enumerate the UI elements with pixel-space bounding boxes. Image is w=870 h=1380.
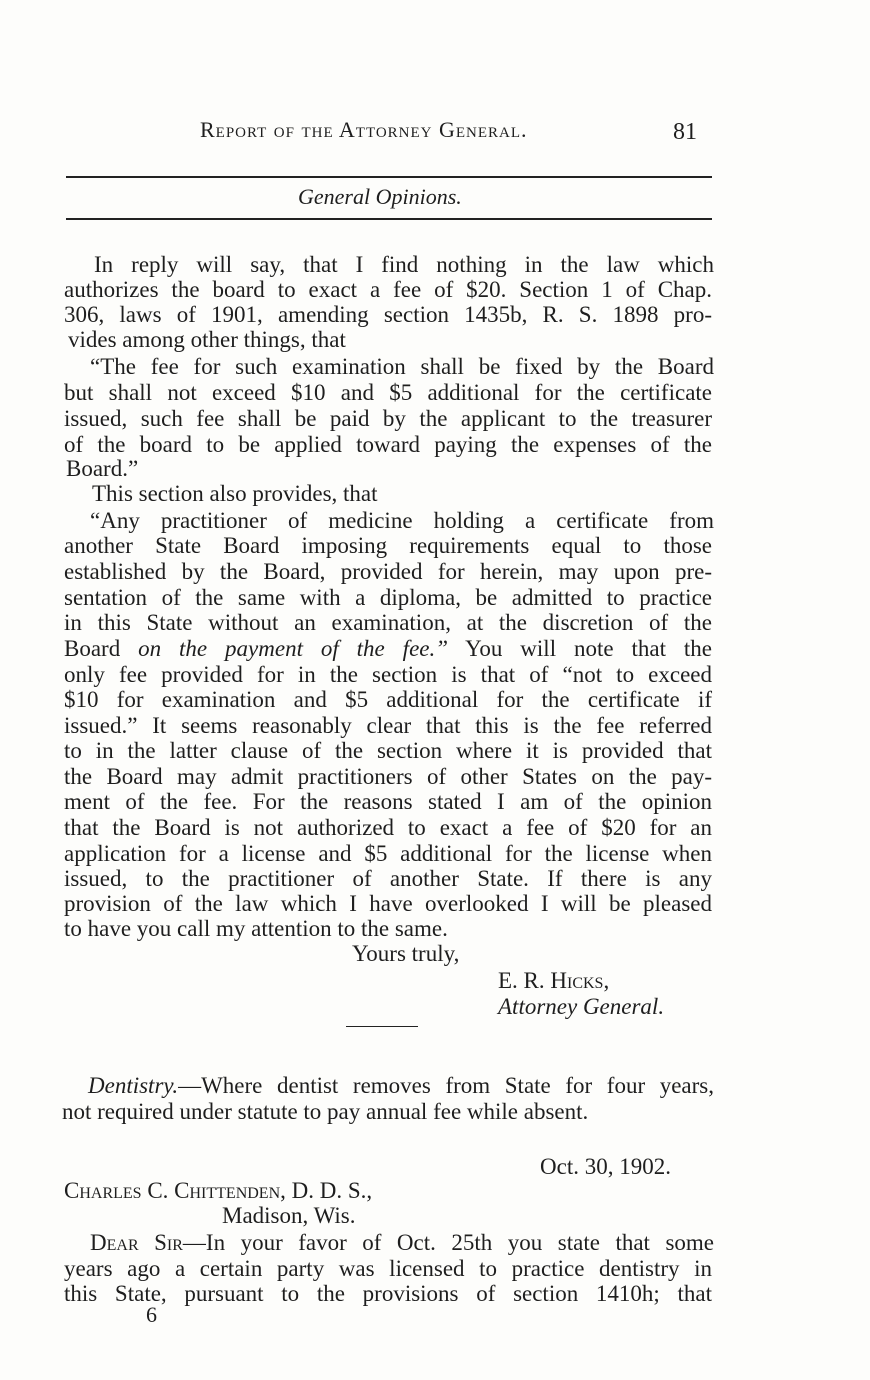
- headnote-line-1: [88, 1073, 714, 1099]
- text-line: another State Board imposing requirements equal to those: [64, 533, 712, 558]
- text-line: this State, pursuant to the provisions of section 1410h; that: [64, 1281, 712, 1306]
- text-line: to have you call my attention to the same.: [64, 916, 448, 941]
- salutation-line: [90, 1230, 714, 1256]
- headnote-text: —Where dentist removes from State for four years,: [178, 1073, 714, 1098]
- closing: Yours truly,: [352, 941, 460, 966]
- text-line: sentation of the same with a diploma, be admitted to practice: [64, 585, 712, 610]
- headnote-topic: Dentistry.: [88, 1073, 179, 1098]
- header-rule-top: [66, 176, 712, 178]
- text-line-with-italic: [64, 636, 712, 662]
- text-line: the Board may admit practitioners of other States on the pay-: [64, 764, 712, 789]
- text-line: 306, laws of 1901, amending section 1435b, R. S. 1898 pro-: [64, 302, 712, 327]
- signature-mark: 6: [146, 1302, 157, 1327]
- text-line: In reply will say, that I find nothing in the law which: [94, 252, 714, 277]
- text-line: “Any practitioner of medicine holding a certificate from: [90, 508, 714, 533]
- text-line: issued.” It seems reasonably clear that this is the fee referred: [64, 713, 712, 738]
- page-number: 81: [673, 119, 697, 145]
- text-line: vides among other things, that: [68, 327, 346, 352]
- text-line: provision of the law which I have overlooked I will be pleased: [64, 891, 712, 916]
- text-line: application for a license and $5 additional for the license when: [64, 841, 712, 866]
- text-line: years ago a certain party was licensed to practice dentistry in: [64, 1256, 712, 1281]
- text-line: to in the latter clause of the section where it is provided that: [64, 738, 712, 763]
- header-rule-bottom: [66, 218, 712, 220]
- text-line: of the board to be applied toward paying the expenses of the: [64, 432, 712, 457]
- text-line: established by the Board, provided for herein, may upon pre-: [64, 559, 712, 584]
- letter-date: Oct. 30, 1902.: [540, 1154, 671, 1179]
- running-title: Report of the Attorney General.: [200, 117, 528, 142]
- text-line: Board.”: [66, 456, 139, 481]
- text-line: that the Board is not authorized to exact a fee of $20 for an: [64, 815, 712, 840]
- italic-quote: on the payment of the fee.”: [138, 636, 449, 661]
- text-run: —In your favor of Oct. 25th you state that some: [182, 1230, 714, 1255]
- text-run: You will note that the: [448, 636, 712, 661]
- headnote-line-2: not required under statute to pay annual fee while absent.: [62, 1099, 589, 1124]
- text-line: only fee provided for in the section is that of “not to exceed: [64, 662, 712, 687]
- section-title: General Opinions.: [298, 184, 462, 209]
- separator-rule: [346, 1026, 418, 1027]
- text-line: $10 for examination and $5 additional for the certificate if: [64, 687, 712, 712]
- text-line: issued, such fee shall be paid by the applicant to the treasurer: [64, 406, 712, 431]
- signer-title: Attorney General.: [498, 994, 665, 1019]
- addressee-city: Madison, Wis.: [222, 1203, 356, 1228]
- text-line: This section also provides, that: [92, 481, 378, 506]
- text-line: issued, to the practitioner of another State. If there is any: [64, 866, 712, 891]
- signer-name: E. R. Hicks,: [498, 968, 610, 993]
- text-line: ment of the fee. For the reasons stated I am of the opinion: [64, 789, 712, 814]
- text-line: “The fee for such examination shall be fixed by the Board: [90, 354, 714, 379]
- text-line: in this State without an examination, at the discretion of the: [64, 610, 712, 635]
- addressee-name: Charles C. Chittenden, D. D. S.,: [64, 1178, 373, 1203]
- text-line: authorizes the board to exact a fee of $20. Section 1 of Chap.: [64, 277, 712, 302]
- text-line: but shall not exceed $10 and $5 additional for the certificate: [64, 380, 712, 405]
- salutation: Dear Sir: [90, 1230, 183, 1255]
- text-run: Board: [64, 636, 139, 661]
